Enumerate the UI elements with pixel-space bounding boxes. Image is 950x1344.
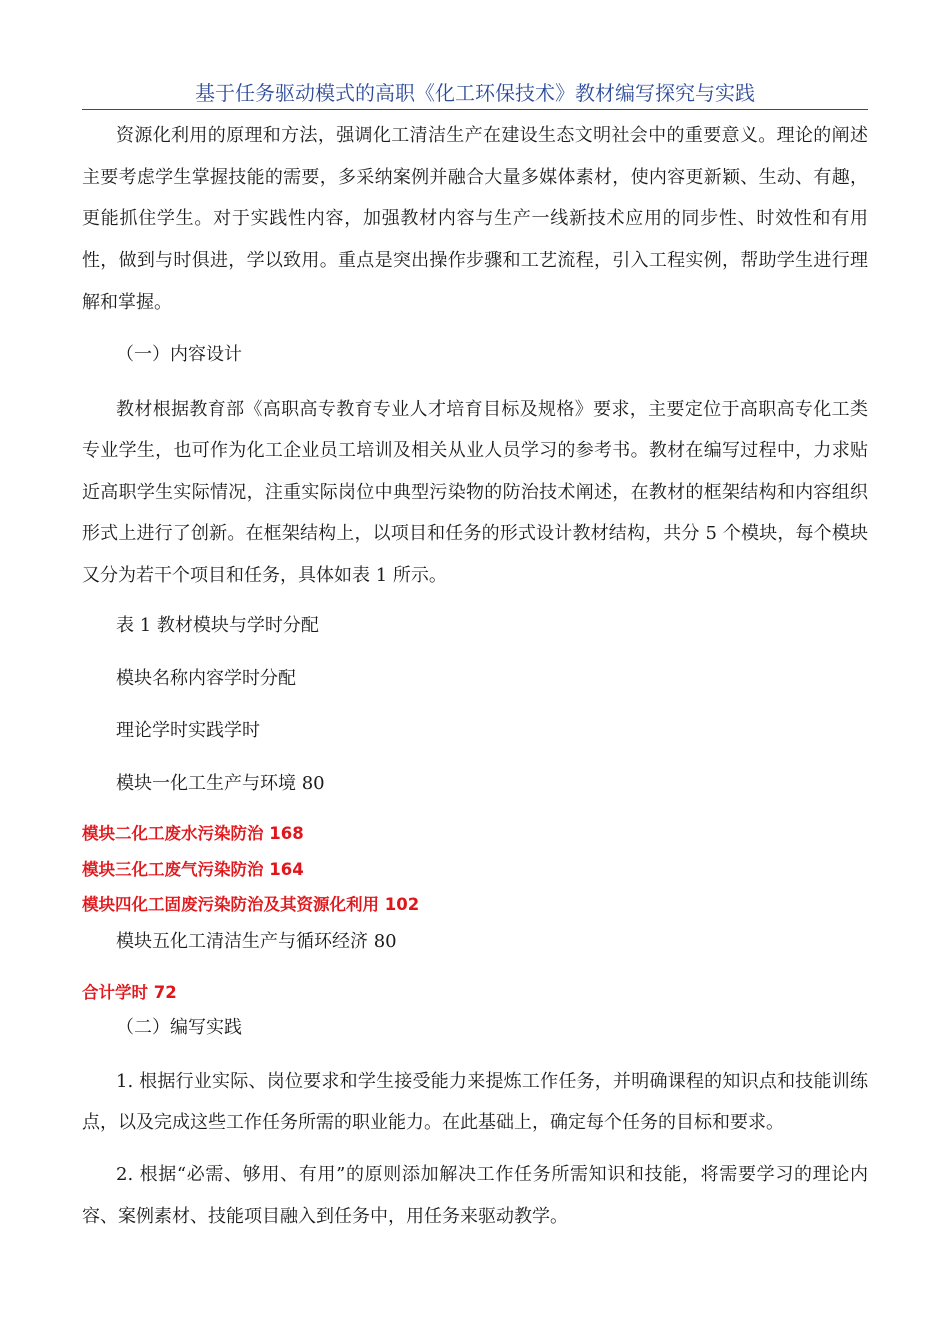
section-heading-content-design: （一）内容设计 bbox=[116, 344, 242, 365]
para2-line-3: 近高职学生实际情况，注重实际岗位中典型污染物的防治技术阐述，在教材的框架结构和内容组织 bbox=[82, 482, 868, 503]
para2-line-5: 又分为若干个项目和任务，具体如表 1 所示。 bbox=[82, 565, 447, 586]
item2-line-1: 2. 根据“必需、够用、有用”的原则添加解决工作任务所需知识和技能，将需要学习的理论内 bbox=[116, 1164, 868, 1185]
para2-line-4: 形式上进行了创新。在框架结构上，以项目和任务的形式设计教材结构，共分 5 个模块，每个模块 bbox=[82, 523, 868, 544]
para1-line-5: 解和掌握。 bbox=[82, 292, 172, 313]
table-row-module-2: 模块二化工废水污染防治 168 bbox=[82, 824, 304, 843]
para1-line-3: 更能抓住学生。对于实践性内容，加强教材内容与生产一线新技术应用的同步性、时效性和有用 bbox=[82, 208, 868, 229]
table-row-module-4: 模块四化工固废污染防治及其资源化利用 102 bbox=[82, 895, 420, 914]
para1-line-4: 性，做到与时俱进，学以致用。重点是突出操作步骤和工艺流程，引入工程实例，帮助学生进行理 bbox=[82, 250, 868, 271]
section-heading-writing-practice: （二）编写实践 bbox=[116, 1017, 242, 1038]
item1-line-2: 点，以及完成这些工作任务所需的职业能力。在此基础上，确定每个任务的目标和要求。 bbox=[82, 1112, 784, 1133]
table-header-row-2: 理论学时实践学时 bbox=[116, 720, 260, 741]
table-row-module-5: 模块五化工清洁生产与循环经济 80 bbox=[116, 931, 397, 952]
table-row-module-1: 模块一化工生产与环境 80 bbox=[116, 773, 325, 794]
table-row-total: 合计学时 72 bbox=[82, 983, 177, 1002]
item1-line-1: 1. 根据行业实际、岗位要求和学生接受能力来提炼工作任务，并明确课程的知识点和技能训练 bbox=[116, 1071, 868, 1092]
para2-line-1: 教材根据教育部《高职高专教育专业人才培育目标及规格》要求，主要定位于高职高专化工类 bbox=[116, 399, 868, 420]
para1-line-1: 资源化利用的原理和方法，强调化工清洁生产在建设生态文明社会中的重要意义。理论的阐述 bbox=[116, 125, 868, 146]
para1-line-2: 主要考虑学生掌握技能的需要，多采纳案例并融合大量多媒体素材，使内容更新颖、生动、有趣， bbox=[82, 167, 868, 188]
para2-line-2: 专业学生，也可作为化工企业员工培训及相关从业人员学习的参考书。教材在编写过程中，力求贴 bbox=[82, 440, 868, 461]
table-caption: 表 1 教材模块与学时分配 bbox=[116, 615, 319, 636]
item2-line-2: 容、案例素材、技能项目融入到任务中，用任务来驱动教学。 bbox=[82, 1206, 568, 1227]
page-header-title: 基于任务驱动模式的高职《化工环保技术》教材编写探究与实践 bbox=[195, 81, 755, 105]
table-row-module-3: 模块三化工废气污染防治 164 bbox=[82, 860, 304, 879]
header-divider bbox=[82, 109, 868, 110]
table-header-row-1: 模块名称内容学时分配 bbox=[116, 668, 296, 689]
